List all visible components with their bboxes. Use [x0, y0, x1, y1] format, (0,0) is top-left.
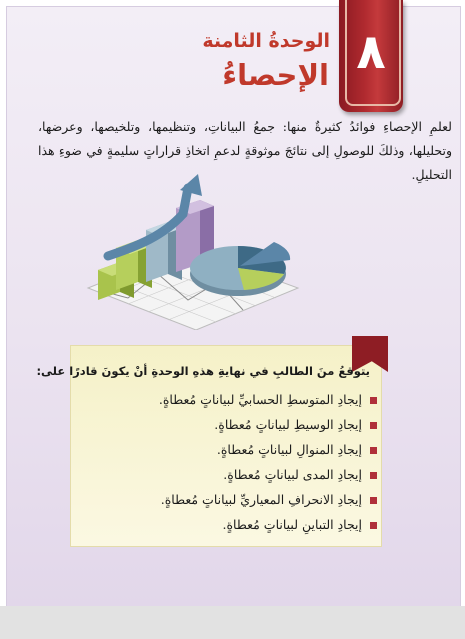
statistics-charts-icon — [68, 170, 318, 330]
unit-label: الوحدةُ الثامنة — [202, 30, 330, 52]
square-bullet-icon — [370, 472, 377, 479]
objective-item: إيجادِ المنوالِ لبياناتٍ مُعطاةٍ. — [157, 440, 377, 465]
objective-item: إيجادِ المتوسطِ الحسابيِّ لبياناتٍ مُعطاةٍ. — [157, 390, 377, 415]
objective-item: إيجادِ الانحرافِ المعياريِّ لبياناتٍ مُعطاةٍ. — [157, 490, 377, 515]
objective-item: إيجادِ المدى لبياناتٍ مُعطاةٍ. — [157, 465, 377, 490]
unit-title: الإحصاءُ — [222, 58, 329, 92]
page-bottom-margin — [0, 606, 465, 639]
unit-number-badge — [339, 0, 403, 112]
square-bullet-icon — [370, 447, 377, 454]
objectives-heading: يتوقعُ منَ الطالبِ في نهايةِ هذهِ الوحدةِ أنْ يكونَ قادرًا على: — [36, 364, 370, 378]
square-bullet-icon — [370, 522, 377, 529]
objective-item: إيجادِ التباينِ لبياناتٍ مُعطاةٍ. — [157, 515, 377, 540]
square-bullet-icon — [370, 397, 377, 404]
objective-item: إيجادِ الوسيطِ لبياناتٍ مُعطاةٍ. — [157, 415, 377, 440]
square-bullet-icon — [370, 422, 377, 429]
intro-paragraph: لعلمِ الإحصاءِ فوائدُ كثيرةٌ منها: جمعُ البياناتِ، وتنظيمها، وتلخيصها، وعرضها، وتحليلها، وذلكَ للوصولِ إلى نتائجَ موثوقةٍ لدعمِ اتخاذِ قراراتٍ سليمةٍ في ضوءِ هذا التحليلِ. — [38, 119, 452, 182]
square-bullet-icon — [370, 497, 377, 504]
objectives-list — [157, 390, 377, 540]
unit-number: ٨ — [356, 24, 386, 80]
